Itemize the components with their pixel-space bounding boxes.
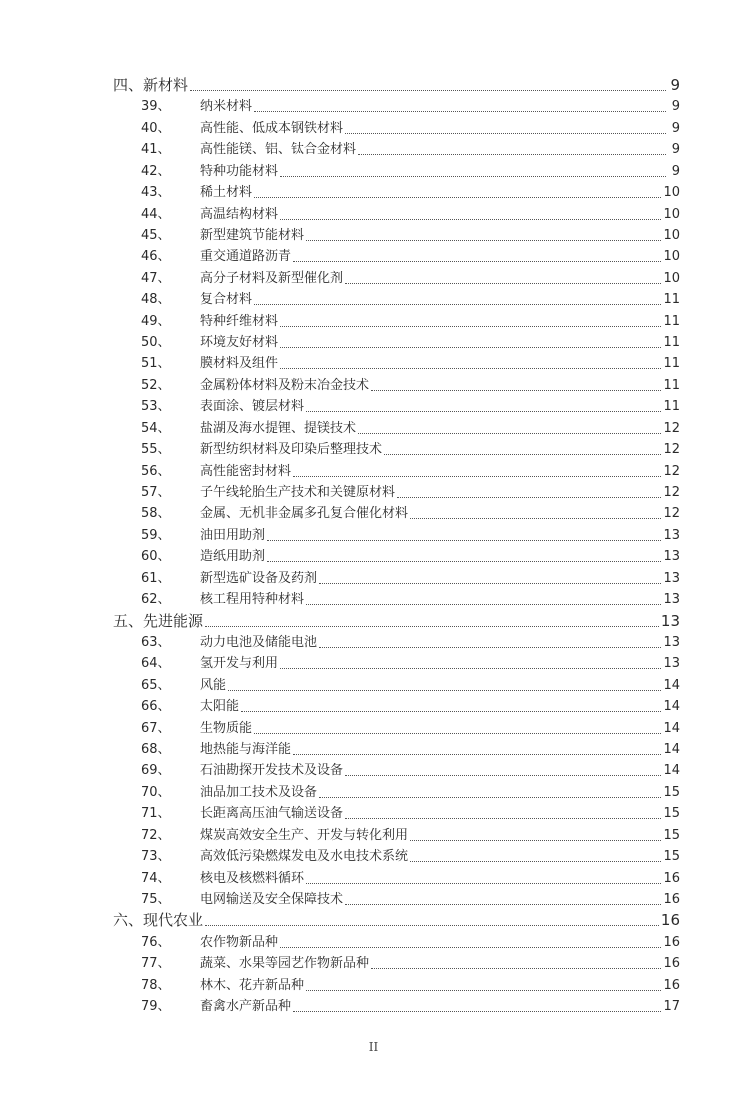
dot-leader bbox=[280, 946, 661, 948]
dot-leader bbox=[345, 132, 666, 134]
dot-leader bbox=[280, 367, 661, 369]
toc-page-number: 9 bbox=[671, 142, 680, 158]
toc-item-number: 52、 bbox=[141, 377, 171, 393]
toc-item-number: 74、 bbox=[141, 870, 171, 886]
toc-item-number: 44、 bbox=[141, 206, 171, 222]
toc-page-number: 10 bbox=[663, 249, 680, 265]
toc-item-number: 50、 bbox=[141, 335, 171, 351]
dot-leader bbox=[306, 882, 661, 884]
toc-page-number: 14 bbox=[663, 699, 680, 715]
toc-page-number: 11 bbox=[663, 292, 680, 308]
toc-item[interactable] bbox=[0, 973, 680, 994]
toc-page-number: 13 bbox=[663, 656, 680, 672]
toc-item-number: 75、 bbox=[141, 891, 171, 907]
toc-item[interactable] bbox=[0, 416, 680, 437]
dot-leader bbox=[280, 325, 661, 327]
toc-page-number: 16 bbox=[663, 891, 680, 907]
toc-item-number: 68、 bbox=[141, 742, 171, 758]
toc-item-number: 55、 bbox=[141, 442, 171, 458]
toc-item[interactable] bbox=[0, 330, 680, 351]
toc-page-number: 10 bbox=[663, 227, 680, 243]
dot-leader bbox=[371, 967, 661, 969]
toc-item[interactable] bbox=[0, 801, 680, 822]
toc-entry-title: 太阳能 bbox=[200, 699, 240, 715]
toc-item-number: 65、 bbox=[141, 677, 171, 693]
toc-item[interactable] bbox=[0, 630, 680, 651]
dot-leader bbox=[280, 175, 666, 177]
toc-item-number: 39、 bbox=[141, 99, 171, 115]
dot-leader bbox=[358, 432, 661, 434]
toc-item-number: 56、 bbox=[141, 463, 171, 479]
toc-page-number: 12 bbox=[663, 484, 680, 500]
toc-entry-title: 油品加工技术及设备 bbox=[200, 784, 318, 800]
toc-page-number: 12 bbox=[663, 506, 680, 522]
toc-entry-title: 生物质能 bbox=[200, 720, 253, 736]
toc-item-number: 73、 bbox=[141, 849, 171, 865]
toc-item-number: 77、 bbox=[141, 956, 171, 972]
page-number-footer: II bbox=[368, 1040, 379, 1054]
toc-entry-title: 新型建筑节能材料 bbox=[200, 227, 305, 243]
toc-item-number: 62、 bbox=[141, 592, 171, 608]
toc-page-number: 13 bbox=[663, 527, 680, 543]
toc-item[interactable] bbox=[0, 437, 680, 458]
toc-item-number: 45、 bbox=[141, 227, 171, 243]
toc-entry-title: 六、现代农业 bbox=[113, 911, 204, 930]
toc-item[interactable] bbox=[0, 544, 680, 565]
toc-item-number: 40、 bbox=[141, 120, 171, 136]
toc-entry-title: 重交通道路沥青 bbox=[200, 249, 292, 265]
toc-page-number: 16 bbox=[663, 870, 680, 886]
toc-item-number: 72、 bbox=[141, 827, 171, 843]
dot-leader bbox=[410, 517, 661, 519]
toc-page-number: 10 bbox=[663, 270, 680, 286]
toc-entry-title: 子午线轮胎生产技术和关键原材料 bbox=[200, 484, 396, 500]
toc-item[interactable] bbox=[0, 266, 680, 287]
toc-item[interactable] bbox=[0, 180, 680, 201]
toc-item[interactable] bbox=[0, 202, 680, 223]
toc-item-number: 66、 bbox=[141, 699, 171, 715]
toc-page-number: 12 bbox=[663, 420, 680, 436]
dot-leader bbox=[293, 475, 661, 477]
toc-item-number: 48、 bbox=[141, 292, 171, 308]
toc-entry-title: 电网输送及安全保障技术 bbox=[200, 891, 344, 907]
toc-page-number: 10 bbox=[663, 185, 680, 201]
toc-entry-title: 高性能密封材料 bbox=[200, 463, 292, 479]
dot-leader bbox=[293, 753, 661, 755]
toc-page-number: 13 bbox=[663, 634, 680, 650]
toc-item[interactable] bbox=[0, 351, 680, 372]
toc-item-number: 70、 bbox=[141, 784, 171, 800]
dot-leader bbox=[410, 860, 661, 862]
toc-entry-title: 金属粉体材料及粉末冶金技术 bbox=[200, 377, 370, 393]
toc-page-number: 14 bbox=[663, 677, 680, 693]
dot-leader bbox=[410, 839, 661, 841]
toc-item[interactable] bbox=[0, 309, 680, 330]
toc-page-number: 13 bbox=[663, 592, 680, 608]
toc-entry-title: 油田用助剂 bbox=[200, 527, 266, 543]
dot-leader bbox=[190, 89, 666, 91]
toc-page-number: 16 bbox=[663, 977, 680, 993]
toc-item-number: 61、 bbox=[141, 570, 171, 586]
toc-item[interactable] bbox=[0, 501, 680, 522]
dot-leader bbox=[254, 732, 661, 734]
toc-item-number: 57、 bbox=[141, 484, 171, 500]
dot-leader bbox=[306, 410, 661, 412]
toc-section-heading[interactable] bbox=[0, 608, 680, 630]
toc-page-number: 14 bbox=[663, 720, 680, 736]
dot-leader bbox=[267, 560, 661, 562]
dot-leader bbox=[384, 453, 661, 455]
toc-page-number: 11 bbox=[663, 377, 680, 393]
toc-entry-title: 石油勘探开发技术及设备 bbox=[200, 763, 344, 779]
toc-item[interactable] bbox=[0, 394, 680, 415]
dot-leader bbox=[358, 153, 666, 155]
toc-item[interactable] bbox=[0, 244, 680, 265]
toc-entry-title: 表面涂、镀层材料 bbox=[200, 399, 305, 415]
dot-leader bbox=[267, 539, 661, 541]
toc-entry-title: 林木、花卉新品种 bbox=[200, 977, 305, 993]
toc-page-number: 17 bbox=[663, 999, 680, 1015]
toc-item[interactable] bbox=[0, 866, 680, 887]
toc-entry-title: 特种功能材料 bbox=[200, 163, 279, 179]
dot-leader bbox=[306, 989, 661, 991]
toc-page-number: 13 bbox=[663, 549, 680, 565]
toc-page-number: 13 bbox=[663, 570, 680, 586]
toc-entry-title: 氢开发与利用 bbox=[200, 656, 279, 672]
toc-page-number: 15 bbox=[663, 827, 680, 843]
toc-item-number: 47、 bbox=[141, 270, 171, 286]
toc-entry-title: 农作物新品种 bbox=[200, 934, 279, 950]
toc-item[interactable] bbox=[0, 373, 680, 394]
toc-entry-title: 纳米材料 bbox=[200, 99, 253, 115]
toc-item-number: 54、 bbox=[141, 420, 171, 436]
toc-item[interactable] bbox=[0, 459, 680, 480]
toc-item[interactable] bbox=[0, 159, 680, 180]
toc-page-number: 9 bbox=[670, 76, 680, 94]
dot-leader bbox=[397, 496, 661, 498]
toc-page-number: 15 bbox=[663, 806, 680, 822]
toc-entry-title: 蔬菜、水果等园艺作物新品种 bbox=[200, 956, 370, 972]
dot-leader bbox=[345, 817, 661, 819]
toc-item[interactable] bbox=[0, 566, 680, 587]
toc-entry-title: 新型选矿设备及药剂 bbox=[200, 570, 318, 586]
toc-entry-title: 造纸用助剂 bbox=[200, 549, 266, 565]
toc-item[interactable] bbox=[0, 116, 680, 137]
dot-leader bbox=[345, 282, 661, 284]
toc-item-number: 76、 bbox=[141, 934, 171, 950]
toc-entry-title: 环境友好材料 bbox=[200, 335, 279, 351]
toc-item[interactable] bbox=[0, 587, 680, 608]
toc-page-number: 16 bbox=[663, 934, 680, 950]
toc-item-number: 60、 bbox=[141, 549, 171, 565]
toc-item[interactable] bbox=[0, 94, 680, 115]
toc-item-number: 58、 bbox=[141, 506, 171, 522]
toc-entry-title: 高性能镁、铝、钛合金材料 bbox=[200, 142, 357, 158]
toc-item[interactable] bbox=[0, 287, 680, 308]
toc-item[interactable] bbox=[0, 780, 680, 801]
dot-leader bbox=[241, 710, 661, 712]
toc-entry-title: 高温结构材料 bbox=[200, 206, 279, 222]
toc-item[interactable] bbox=[0, 930, 680, 951]
dot-leader bbox=[254, 303, 661, 305]
toc-page-number: 13 bbox=[660, 611, 680, 630]
toc-page-number: 11 bbox=[663, 399, 680, 415]
toc-item[interactable] bbox=[0, 223, 680, 244]
toc-page-number: 9 bbox=[671, 163, 680, 179]
toc-item[interactable] bbox=[0, 137, 680, 158]
toc-item-number: 67、 bbox=[141, 720, 171, 736]
toc-entry-title: 五、先进能源 bbox=[113, 611, 204, 630]
toc-item[interactable] bbox=[0, 651, 680, 672]
dot-leader bbox=[293, 260, 661, 262]
dot-leader bbox=[345, 774, 661, 776]
toc-page-number: 11 bbox=[663, 335, 680, 351]
toc-item[interactable] bbox=[0, 887, 680, 908]
dot-leader bbox=[205, 924, 659, 926]
toc-item[interactable] bbox=[0, 994, 680, 1015]
dot-leader bbox=[319, 646, 661, 648]
dot-leader bbox=[228, 689, 661, 691]
dot-leader bbox=[319, 582, 661, 584]
toc-item[interactable] bbox=[0, 716, 680, 737]
toc-entry-title: 高效低污染燃煤发电及水电技术系统 bbox=[200, 849, 409, 865]
toc-page-number: 16 bbox=[663, 956, 680, 972]
toc-item[interactable] bbox=[0, 523, 680, 544]
toc-page-number: 14 bbox=[663, 763, 680, 779]
toc-entry-title: 风能 bbox=[200, 677, 227, 693]
toc-item-number: 69、 bbox=[141, 763, 171, 779]
toc-item[interactable] bbox=[0, 951, 680, 972]
toc-entry-title: 长距离高压油气输送设备 bbox=[200, 806, 344, 822]
dot-leader bbox=[293, 1010, 661, 1012]
dot-leader bbox=[306, 603, 661, 605]
toc-entry-title: 动力电池及储能电池 bbox=[200, 634, 318, 650]
toc-item-number: 53、 bbox=[141, 399, 171, 415]
toc-item[interactable] bbox=[0, 694, 680, 715]
toc-page-number: 14 bbox=[663, 742, 680, 758]
toc-entry-title: 膜材料及组件 bbox=[200, 356, 279, 372]
toc-item-number: 78、 bbox=[141, 977, 171, 993]
toc-entry-title: 地热能与海洋能 bbox=[200, 742, 292, 758]
toc-entry-title: 特种纤维材料 bbox=[200, 313, 279, 329]
toc-entry-title: 畜禽水产新品种 bbox=[200, 999, 292, 1015]
dot-leader bbox=[319, 796, 661, 798]
toc-item-number: 51、 bbox=[141, 356, 171, 372]
toc-entry-title: 核电及核燃料循环 bbox=[200, 870, 305, 886]
toc-item-number: 46、 bbox=[141, 249, 171, 265]
dot-leader bbox=[280, 667, 661, 669]
toc-item-number: 43、 bbox=[141, 185, 171, 201]
dot-leader bbox=[254, 196, 661, 198]
toc-page-number: 12 bbox=[663, 463, 680, 479]
toc-item[interactable] bbox=[0, 673, 680, 694]
toc-item[interactable] bbox=[0, 480, 680, 501]
toc-section-heading[interactable] bbox=[0, 907, 680, 929]
toc-page-number: 11 bbox=[663, 313, 680, 329]
toc-entry-title: 盐湖及海水提锂、提镁技术 bbox=[200, 420, 357, 436]
dot-leader bbox=[205, 625, 659, 627]
toc-item-number: 41、 bbox=[141, 142, 171, 158]
toc-page-number: 16 bbox=[660, 911, 680, 930]
toc-entry-title: 高分子材料及新型催化剂 bbox=[200, 270, 344, 286]
toc-entry-title: 复合材料 bbox=[200, 292, 253, 308]
toc-item-number: 71、 bbox=[141, 806, 171, 822]
toc-entry-title: 煤炭高效安全生产、开发与转化利用 bbox=[200, 827, 409, 843]
dot-leader bbox=[371, 389, 661, 391]
toc-entry-title: 核工程用特种材料 bbox=[200, 592, 305, 608]
toc-entry-title: 金属、无机非金属多孔复合催化材料 bbox=[200, 506, 409, 522]
toc-item-number: 59、 bbox=[141, 527, 171, 543]
toc-item[interactable] bbox=[0, 844, 680, 865]
toc-page-number: 10 bbox=[663, 206, 680, 222]
toc-item-number: 64、 bbox=[141, 656, 171, 672]
toc-item-number: 49、 bbox=[141, 313, 171, 329]
toc-page-number: 9 bbox=[671, 99, 680, 115]
toc-page-number: 15 bbox=[663, 784, 680, 800]
toc-entry-title: 四、新材料 bbox=[113, 76, 189, 94]
dot-leader bbox=[280, 218, 661, 220]
toc-item-number: 63、 bbox=[141, 634, 171, 650]
dot-leader bbox=[306, 239, 661, 241]
dot-leader bbox=[280, 346, 661, 348]
toc-page-number: 12 bbox=[663, 442, 680, 458]
toc-page-number: 15 bbox=[663, 849, 680, 865]
toc-section-heading[interactable] bbox=[0, 72, 680, 94]
toc-item[interactable] bbox=[0, 758, 680, 779]
toc-entry-title: 新型纺织材料及印染后整理技术 bbox=[200, 442, 383, 458]
toc-item-number: 42、 bbox=[141, 163, 171, 179]
toc-item-number: 79、 bbox=[141, 999, 171, 1015]
toc-page-number: 11 bbox=[663, 356, 680, 372]
dot-leader bbox=[254, 110, 666, 112]
toc-page-number: 9 bbox=[671, 120, 680, 136]
dot-leader bbox=[345, 903, 661, 905]
toc-item[interactable] bbox=[0, 823, 680, 844]
toc-entry-title: 高性能、低成本钢铁材料 bbox=[200, 120, 344, 136]
toc-entry-title: 稀土材料 bbox=[200, 185, 253, 201]
toc-item[interactable] bbox=[0, 737, 680, 758]
